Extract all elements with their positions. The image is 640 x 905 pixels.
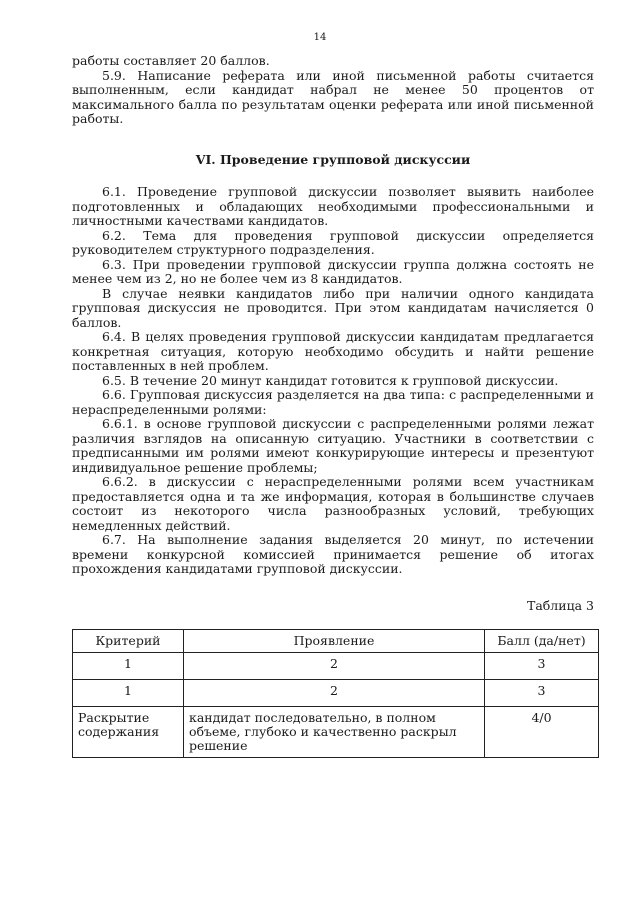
paragraph: 6.2. Тема для проведения групповой дискуссии определяется руководителем структурного подразделения. [72, 227, 594, 257]
paragraph: 6.4. В целях проведения групповой дискуссии кандидатам предлагается конкретная ситуация, которую необходимо обсудить и найти решение поставленных в ней проблем. [72, 329, 594, 373]
table-cell: 2 [184, 653, 485, 680]
paragraph: В случае неявки кандидатов либо при наличии одного кандидата групповая дискуссия не проводится. При этом кандидатам начисляется 0 баллов. [72, 285, 594, 330]
paragraph: 5.9. Написание реферата или иной письменной работы считается выполненным, если кандидат набрал не менее 50 процентов от максимального балла по результатам оценки реферата или иной письменной работы. [72, 67, 594, 126]
table-caption: Таблица 3 [526, 597, 594, 613]
table-cell: 3 [485, 680, 599, 707]
paragraph: 6.6.1. в основе групповой дискуссии с распределенными ролями лежат различия взглядов на описанную ситуацию. Участники в соответствии с предписанными им ролями имеют конкурирующие интересы и презентуют индивидуальное решение проблемы; [72, 416, 594, 475]
table-cell: Раскрытие содержания [73, 707, 184, 758]
table-cell: 2 [184, 680, 485, 707]
table-cell: 1 [73, 680, 184, 707]
page-number: 14 [313, 32, 327, 43]
paragraph: 6.6. Групповая дискуссия разделяется на два типа: с распределенными и нераспределенными ролями: [72, 387, 594, 417]
document-body [72, 54, 594, 758]
table-cell: 3 [485, 653, 599, 680]
paragraph: работы составляет 20 баллов. [72, 53, 270, 68]
paragraph: 6.6.2. в дискуссии с нераспределенными ролями всем участникам предоставляется одна и та же информация, которая в большинстве случаев состоит из некоторого числа разнообразных условий, требующих немедленных действий. [72, 474, 594, 533]
table-header-cell: Критерий [73, 630, 184, 653]
table-cell: 4/0 [485, 707, 599, 758]
table-row [73, 680, 599, 707]
table-cell: 1 [73, 653, 184, 680]
table-header-cell: Балл (да/нет) [485, 630, 599, 653]
criteria-table [72, 629, 599, 758]
paragraph: 6.3. При проведении групповой дискуссии группа должна состоять не менее чем из 2, но не более чем из 8 кандидатов. [72, 256, 594, 286]
table-cell: кандидат последовательно, в полном объеме, глубоко и качественно раскрыл решение [184, 707, 485, 758]
section-heading: VI. Проведение групповой дискуссии [195, 151, 471, 167]
table-row [73, 653, 599, 680]
table-header-row [73, 630, 599, 653]
table-row [73, 707, 599, 758]
table-header-cell: Проявление [184, 630, 485, 653]
paragraph: 6.7. На выполнение задания выделяется 20 минут, по истечении времени конкурсной комиссией принимается решение об итогах прохождения кандидатами групповой дискуссии. [72, 532, 594, 576]
paragraph: 6.5. В течение 20 минут кандидат готовится к групповой дискуссии. [102, 372, 559, 388]
paragraph: 6.1. Проведение групповой дискуссии позволяет выявить наиболее подготовленных и обладающих необходимыми профессиональными и личностными качествами кандидатов. [72, 184, 594, 228]
